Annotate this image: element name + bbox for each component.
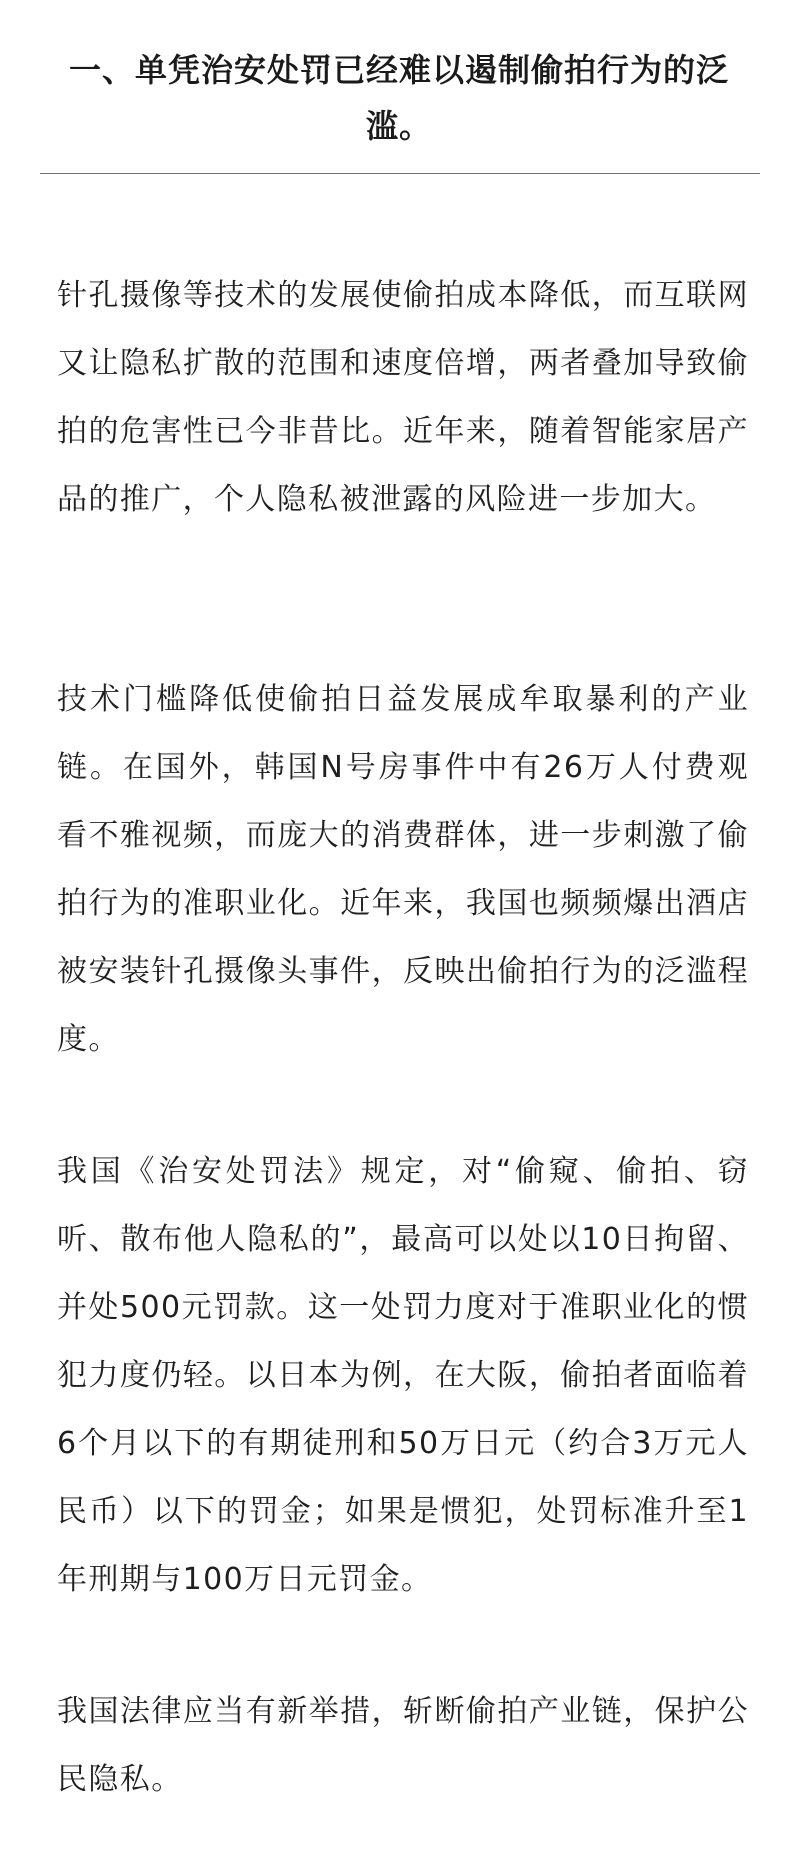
title-divider bbox=[40, 173, 760, 174]
paragraph-1: 针孔摄像等技术的发展使偷拍成本降低，而互联网又让隐私扩散的范围和速度倍增，两者叠加导致偷拍的危害性已今非昔比。近年来，随着智能家居产品的推广，个人隐私被泄露的风险进一步加大。 bbox=[57, 278, 749, 517]
section-title: 一、单凭治安处罚已经难以遏制偷拍行为的泛滥。 bbox=[68, 51, 729, 145]
paragraph-3: 我国《治安处罚法》规定，对“偷窥、偷拍、窃听、散布他人隐私的”，最高可以处以10日拘留、并处500元罚款。这一处罚力度对于准职业化的惯犯力度仍轻。以日本为例，在大阪，偷拍者面临着6个月以下的有期徒刑和50万日元（约合3万元人民币）以下的罚金；如果是惯犯，处罚标准升至1年刑期与100万日元罚金。 bbox=[57, 1154, 749, 1597]
paragraph-2: 技术门槛降低使偷拍日益发展成牟取暴利的产业链。在国外，韩国N号房事件中有26万人付费观看不雅视频，而庞大的消费群体，进一步刺激了偷拍行为的准职业化。近年来，我国也频频爆出酒店被安装针孔摄像头事件，反映出偷拍行为的泛滥程度。 bbox=[57, 682, 749, 1057]
paragraph-4: 我国法律应当有新举措，斩断偷拍产业链，保护公民隐私。 bbox=[57, 1694, 749, 1797]
